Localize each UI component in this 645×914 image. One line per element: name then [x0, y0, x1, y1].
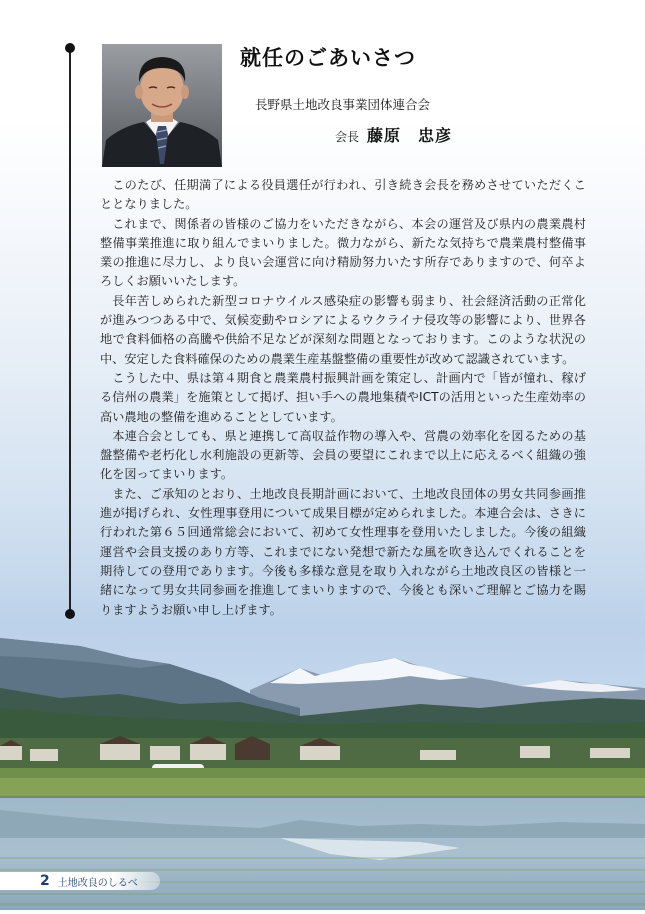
paragraph: こうした中、県は第４期食と農業農村振興計画を策定し、計画内で「皆が憧れ、稼げる信州の農業」を施策として掲げ、担い手への農地集積やICTの活用といった生産効率の高い農地の整備を進めることとしています。 [100, 370, 586, 424]
paragraph: 長年苦しめられた新型コロナウイルス感染症の影響も弱まり、社会経済活動の正常化が進みつつある中で、気候変動やロシアによるウクライナ侵攻等の影響により、世界各地で食料価格の高騰や供給不足などが深刻な問題となっております。このような状況の中、安定した食料確保のための農業生産基盤整備の重要性が改めて認識されています。 [100, 293, 586, 366]
page-footer [0, 872, 160, 890]
publication-name: 土地改良のしるべ [57, 877, 138, 889]
signature [335, 123, 452, 146]
left-rule [69, 48, 71, 614]
author-name: 藤原 忠彦 [367, 126, 453, 145]
landscape-photo [0, 628, 645, 910]
paragraph: また、ご承知のとおり、土地改良長期計画において、土地改良団体の男女共同参画推進が掲げられ、女性理事登用について成果目標が定められました。本連合会は、さきに行われた第６５回通常総会において、初めて女性理事を登用いたしました。今後の組織運営や会員支援のあり方等、これまでにない発想で新たな風を吹き込んでくれることを期待しての登用であります。今後も多様な意見を取り入れながら土地改良区の皆様と一緒になって男女共同参画を推進してまいりますので、今後とも深いご理解とご協力を賜りますようお願い申し上げます。 [100, 486, 586, 617]
paragraph: これまで、関係者の皆様のご協力をいただきながら、本会の運営及び県内の農業農村整備事業推進に取り組んでまいりました。微力ながら、新たな気持ちで農業農村整備事業の推進に尽力し、より良い会運営に向け精励努力いたす所存でありますので、何卒よろしくお願いいたします。 [100, 216, 586, 289]
author-role: 会長 [335, 130, 360, 144]
page-number: 2 [40, 873, 50, 889]
page-title: 就任のごあいさつ [240, 45, 416, 70]
rule-dot-bottom [65, 609, 75, 619]
portrait-photo [102, 44, 222, 167]
paragraph: 本連合会としても、県と連携して高収益作物の導入や、営農の効率化を図るための基盤整備や老朽化し水利施設の更新等、会員の要望にこれまで以上に応えるべく組織の強化を図ってまいります。 [100, 428, 586, 482]
paragraph: このたび、任期満了による役員選任が行われ、引き続き会長を務めさせていただくこととなりました。 [100, 178, 586, 212]
greeting-body [100, 176, 586, 620]
organization-name: 長野県土地改良事業団体連合会 [255, 97, 431, 112]
rule-dot-top [65, 43, 75, 53]
